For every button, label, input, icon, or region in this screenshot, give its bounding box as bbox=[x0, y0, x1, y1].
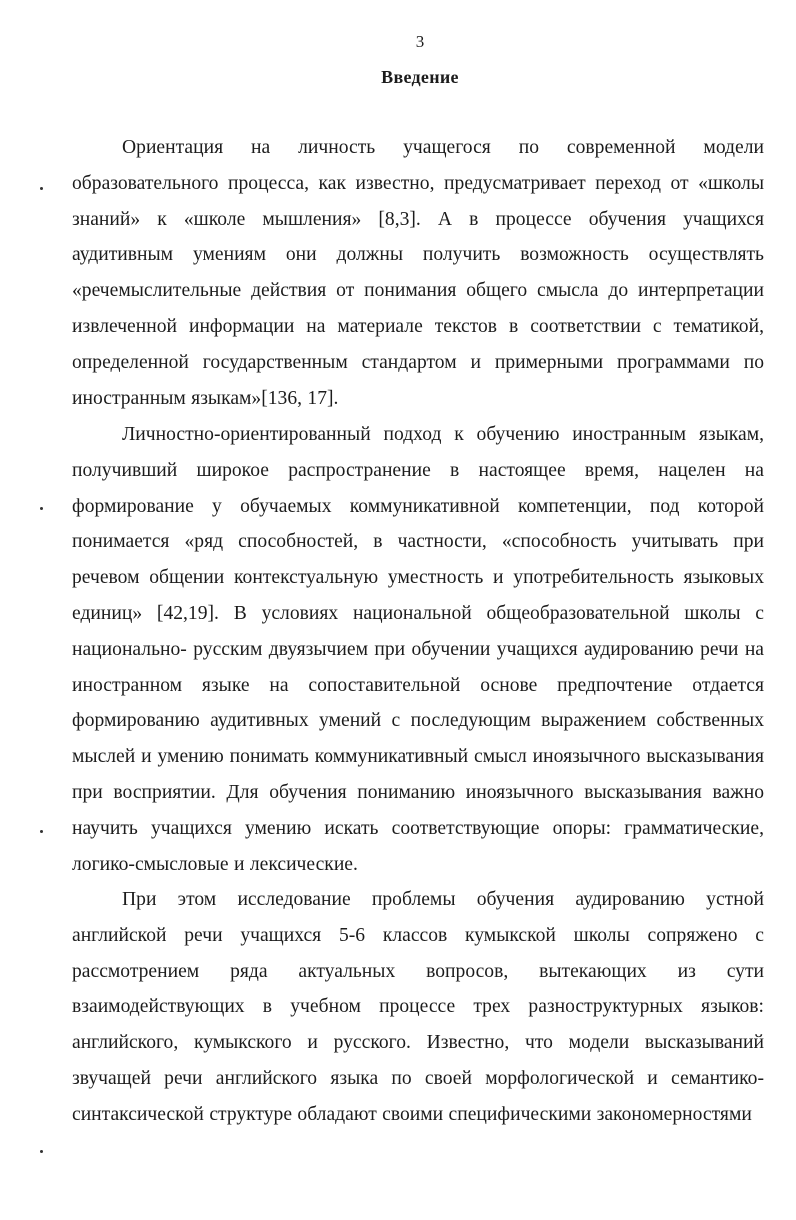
scan-speck bbox=[40, 830, 43, 833]
scan-speck bbox=[40, 187, 43, 190]
scan-speck bbox=[40, 507, 43, 510]
paragraph-3: При этом исследование проблемы обучения аудированию устной английской речи учащихся 5-6 классов кумыкской школы сопряжено с рассмотрением ряда актуальных вопросов, вытекающих из сути взаимодействующих в учебном процессе трех разноструктурных языков: английского, кумыкского и русского. Известно, что модели высказываний звучащей речи английского языка по своей морфологической и семантико-синтаксической структуре обладают своими специфическими закономерностями bbox=[72, 889, 764, 1125]
paragraph-2: Личностно-ориентированный подход к обучению иностранным языкам, получивший широкое распространение в настоящее время, нацелен на формирование у обучаемых коммуникативной компетенции, под которой понимается «ряд способностей, в частности, «способность учитывать при речевом общении контекстуальную уместность и употребительность языковых единиц» [42,19]. В условиях национальной общеобразовательной школы с национально- русским двуязычием при обучении учащихся аудированию речи на иностранном языке на сопоставительной основе предпочтение отдается формированию аудитивных умений с последующим выражением собственных мыслей и умению понимать коммуникативный смысл иноязычного высказывания при восприятии. Для обучения пониманию иноязычного высказывания важно научить учащихся умению искать соответствующие опоры: грамматические, логико-смысловые и лексические. bbox=[72, 424, 764, 875]
scan-speck bbox=[40, 1150, 43, 1153]
paragraph-1: Ориентация на личность учащегося по современной модели образовательного процесса, как известно, предусматривает переход от «школы знаний» к «школе мышления» [8,3]. А в процессе обучения учащихся аудитивным умениям они должны получить возможность осуществлять «речемыслительные действия от понимания общего смысла до интерпретации извлеченной информации на материале текстов в соответствии с тематикой, определенной государственным стандартом и примерными программами по иностранным языкам»[136, 17]. bbox=[72, 137, 764, 409]
page-number: 3 bbox=[415, 32, 425, 51]
section-heading: Введение bbox=[381, 67, 459, 87]
